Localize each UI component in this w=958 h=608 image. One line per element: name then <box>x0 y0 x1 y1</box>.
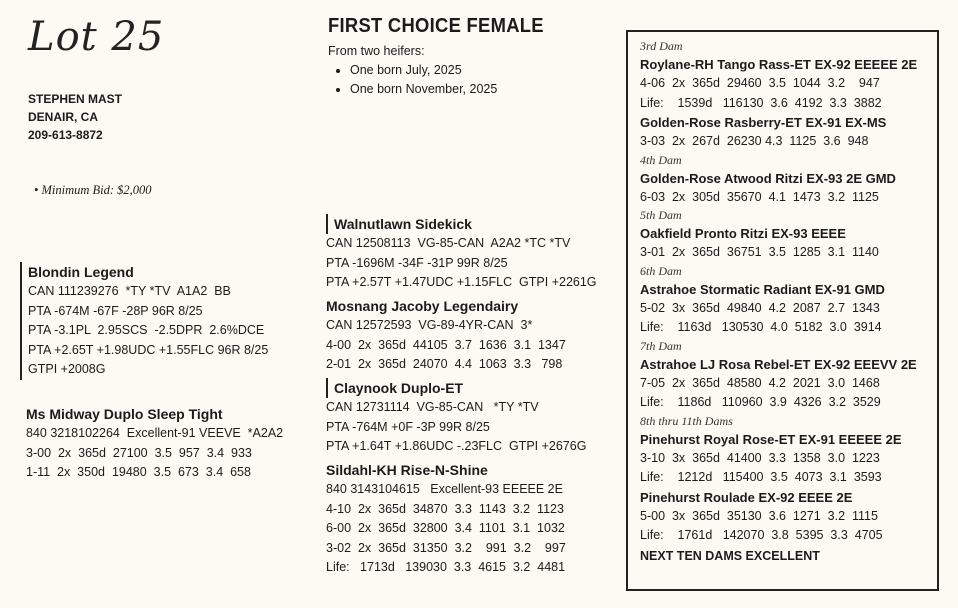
pedigree-line: 3-02 2x 365d 31350 3.2 991 3.2 997 <box>326 540 566 555</box>
lineage-dam-name: Golden-Rose Atwood Ritzi <box>640 170 803 186</box>
lineage-record: 5-02 3x 365d 49840 4.2 2087 2.7 1343 <box>640 300 880 315</box>
pedigree-name: Mosnang Jacoby Legendairy <box>326 298 519 314</box>
lineage-dam-name: Roylane-RH Tango Rass-ET <box>640 57 811 72</box>
lineage-dam <box>640 488 937 507</box>
sire-line: PTA -3.1PL 2.95SCS -2.5DPR 2.6%DCE <box>28 323 265 337</box>
pedigree-line: 6-00 2x 365d 32800 3.4 1101 3.1 1032 <box>326 521 565 535</box>
pedigree-line: 4-10 2x 365d 34870 3.3 1143 3.2 1123 <box>326 501 564 516</box>
dam-line: 1-11 2x 350d 19480 3.5 673 3.4 658 <box>26 465 251 479</box>
offering-subtitle: From two heifers: <box>328 44 425 58</box>
generation-label: 6th Dam <box>640 263 682 278</box>
lineage-dam-name: Astrahoe Stormatic Radiant <box>640 281 812 297</box>
pedigree-entry <box>326 378 586 457</box>
sire-block <box>20 262 268 380</box>
pedigree-line: Life: 1713d 139030 3.3 4615 3.2 4481 <box>326 560 566 574</box>
lineage-dam-class: EX-93 2E GMD <box>802 170 896 186</box>
pedigree-line: PTA -1696M -34F -31P 99R 8/25 <box>326 255 508 270</box>
lineage-record: 3-10 3x 365d 41400 3.3 1358 3.0 1223 <box>640 450 880 465</box>
lineage-record: Life: 1212d 115400 3.5 4073 3.1 3593 <box>640 470 882 484</box>
pedigree-line: PTA +1.64T +1.86UDC -.23FLC GTPI +2676G <box>326 439 587 453</box>
lineage-record: 4-06 2x 365d 29460 3.5 1044 3.2 947 <box>640 76 880 90</box>
dam-line: 840 3218102264 Excellent-91 VEEVE *A2A2 <box>26 426 284 440</box>
lineage-dam-class: EX-93 EEEE <box>767 226 846 241</box>
offering-details <box>328 42 497 99</box>
lineage-dam-class: EX-92 EEEEE 2E <box>810 57 918 72</box>
consignor-info <box>28 90 122 144</box>
footer-note: NEXT TEN DAMS EXCELLENT <box>640 548 820 563</box>
lineage-dam <box>640 355 937 374</box>
sire-line: CAN 111239276 *TY *TV A1A2 BB <box>28 284 231 298</box>
lineage-dam-class: EX-92 EEEE 2E <box>754 489 853 505</box>
lineage-record: 3-03 2x 267d 26230 4.3 1125 3.6 948 <box>640 134 869 148</box>
pedigree-line: 840 3143104615 Excellent-93 EEEEE 2E <box>326 482 563 496</box>
offering-item: • One born November, 2025 <box>350 80 497 99</box>
lineage-dam <box>640 280 937 299</box>
pedigree-line: PTA -764M +0F -3P 99R 8/25 <box>326 419 490 434</box>
pedigree-line: CAN 12508113 VG-85-CAN A2A2 *TC *TV <box>326 236 571 250</box>
consignor-name: STEPHEN MAST <box>28 92 123 106</box>
pedigree-line: 2-01 2x 365d 24070 4.4 1063 3.3 798 <box>326 357 563 371</box>
lineage-record: Life: 1186d 110960 3.9 4326 3.2 3529 <box>640 395 881 409</box>
sire-name: Blondin Legend <box>28 264 134 280</box>
pedigree-line: PTA +2.57T +1.47UDC +1.15FLC GTPI +2261G <box>326 275 597 289</box>
generation-label: 4th Dam <box>640 152 682 167</box>
offering-list <box>328 61 497 99</box>
lineage-dam <box>640 113 937 132</box>
pedigree-name: Claynook Duplo-ET <box>326 378 586 398</box>
lineage-record: 7-05 2x 365d 48580 4.2 2021 3.0 1468 <box>640 375 880 390</box>
pedigree-entry <box>326 296 566 375</box>
generation-label: 3rd Dam <box>640 39 683 53</box>
lot-number: Lot 25 <box>28 14 165 60</box>
lineage-dam-class: EX-92 EEEVV 2E <box>810 356 917 372</box>
lineage-dam-class: EX-91 GMD <box>811 281 885 297</box>
lineage-record: Life: 1539d 116130 3.6 4192 3.3 3882 <box>640 95 882 110</box>
generation-label: 8th thru 11th Dams <box>640 413 733 428</box>
dam-name: Ms Midway Duplo Sleep Tight <box>26 406 223 422</box>
pedigree-entry <box>326 214 597 293</box>
offering-title: FIRST CHOICE FEMALE <box>328 15 544 37</box>
lineage-dam <box>640 55 937 74</box>
lineage-dam <box>640 430 937 449</box>
lineage-record: 3-01 2x 365d 36751 3.5 1285 3.1 1140 <box>640 245 879 259</box>
dam-lineage-box <box>626 30 939 591</box>
dam-line: 3-00 2x 365d 27100 3.5 957 3.4 933 <box>26 445 252 460</box>
pedigree-name: Sildahl-KH Rise-N-Shine <box>326 462 488 478</box>
pedigree-entry <box>326 460 566 578</box>
lineage-record: 5-00 3x 365d 35130 3.6 1271 3.2 1115 <box>640 508 878 523</box>
sire-line: PTA +2.65T +1.98UDC +1.55FLC 96R 8/25 <box>28 342 269 357</box>
lineage-dam-name: Pinehurst Roulade <box>640 489 755 505</box>
lineage-record: Life: 1163d 130530 4.0 5182 3.0 3914 <box>640 320 882 334</box>
lineage-dam-class: EX-91 EX-MS <box>801 115 887 130</box>
generation-label: 7th Dam <box>640 338 682 353</box>
lineage-dam <box>640 169 937 188</box>
lineage-dam-name: Golden-Rose Rasberry-ET <box>640 115 802 130</box>
sire-line: PTA -674M -67F -28P 96R 8/25 <box>28 303 203 318</box>
lineage-dam <box>640 224 937 243</box>
pedigree-name: Walnutlawn Sidekick <box>326 214 597 234</box>
pedigree-line: 4-00 2x 365d 44105 3.7 1636 3.1 1347 <box>326 337 566 352</box>
lineage-record: 6-03 2x 305d 35670 4.1 1473 3.2 1125 <box>640 189 879 204</box>
lineage-dam-name: Astrahoe LJ Rosa Rebel-ET <box>640 356 811 372</box>
sire-line: GTPI +2008G <box>28 362 106 376</box>
minimum-bid: • Minimum Bid: $2,000 <box>34 183 152 197</box>
lineage-dam-name: Pinehurst Royal Rose-ET <box>640 431 796 447</box>
lineage-dam-class: EX-91 EEEEE 2E <box>795 431 902 447</box>
consignor-phone: 209-613-8872 <box>28 128 103 142</box>
lineage-record: Life: 1761d 142070 3.8 5395 3.3 4705 <box>640 528 883 542</box>
dam-block <box>26 404 283 483</box>
offering-item: • One born July, 2025 <box>350 61 497 80</box>
pedigree-line: CAN 12572593 VG-89-4YR-CAN 3* <box>326 318 533 332</box>
generation-label: 5th Dam <box>640 208 682 222</box>
lineage-dam-name: Oakfield Pronto Ritzi <box>640 226 768 241</box>
pedigree-line: CAN 12731114 VG-85-CAN *TY *TV <box>326 400 539 414</box>
consignor-location: DENAIR, CA <box>28 110 99 124</box>
